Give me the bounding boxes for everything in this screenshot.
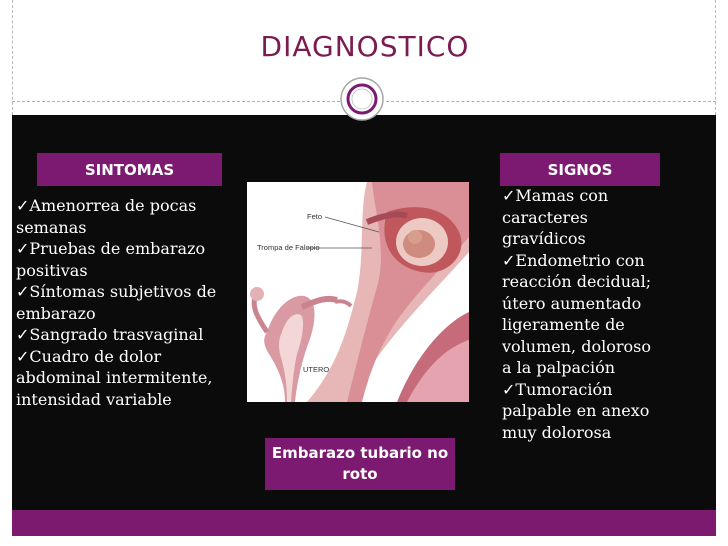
checkmark-icon: ✓ (16, 239, 30, 258)
list-item: ✓Pruebas de embarazo positivas (16, 239, 206, 280)
checkmark-icon: ✓ (16, 282, 30, 301)
checkmark-icon: ✓ (502, 379, 516, 399)
uterus-diagram (247, 182, 469, 402)
header-edge-left (12, 0, 13, 115)
footer-band (12, 510, 716, 536)
checkmark-icon: ✓ (16, 196, 30, 215)
divider-left (12, 101, 340, 102)
sintomas-heading: SINTOMAS (37, 153, 222, 186)
utero-label: UTERO (303, 365, 330, 374)
list-item: ✓Mamas con caracteres gravídicos (502, 186, 609, 248)
list-item: ✓Tumoración palpable en anexo muy dolorosa (502, 379, 650, 442)
checkmark-icon: ✓ (16, 325, 30, 344)
header-edge-right (715, 0, 716, 115)
checkmark-icon: ✓ (502, 186, 516, 205)
checkmark-icon: ✓ (502, 250, 516, 270)
list-item: ✓Síntomas subjetivos de embarazo (16, 282, 217, 323)
checkmark-icon: ✓ (16, 346, 30, 366)
feto-label: Feto (307, 212, 323, 221)
list-item: ✓Sangrado trasvaginal (16, 325, 204, 344)
circle-emblem-icon (339, 76, 385, 122)
ectopic-pregnancy-illustration (247, 182, 469, 402)
signos-heading: SIGNOS (500, 153, 660, 186)
signos-list (502, 185, 662, 443)
sintomas-list (16, 195, 228, 410)
trompa-label: Trompa de Falopio (257, 243, 320, 252)
list-item: ✓Amenorrea de pocas semanas (16, 196, 197, 237)
divider-right (386, 101, 716, 102)
illustration-caption: Embarazo tubario no roto (265, 438, 455, 490)
list-item: ✓Cuadro de dolor abdominal intermitente, intensidad variable (16, 346, 213, 409)
list-item: ✓Endometrio con reacción decidual; útero aumentado ligeramente de volumen, doloroso a la palpación (502, 250, 652, 377)
slide-title: DIAGNOSTICO (260, 30, 470, 63)
